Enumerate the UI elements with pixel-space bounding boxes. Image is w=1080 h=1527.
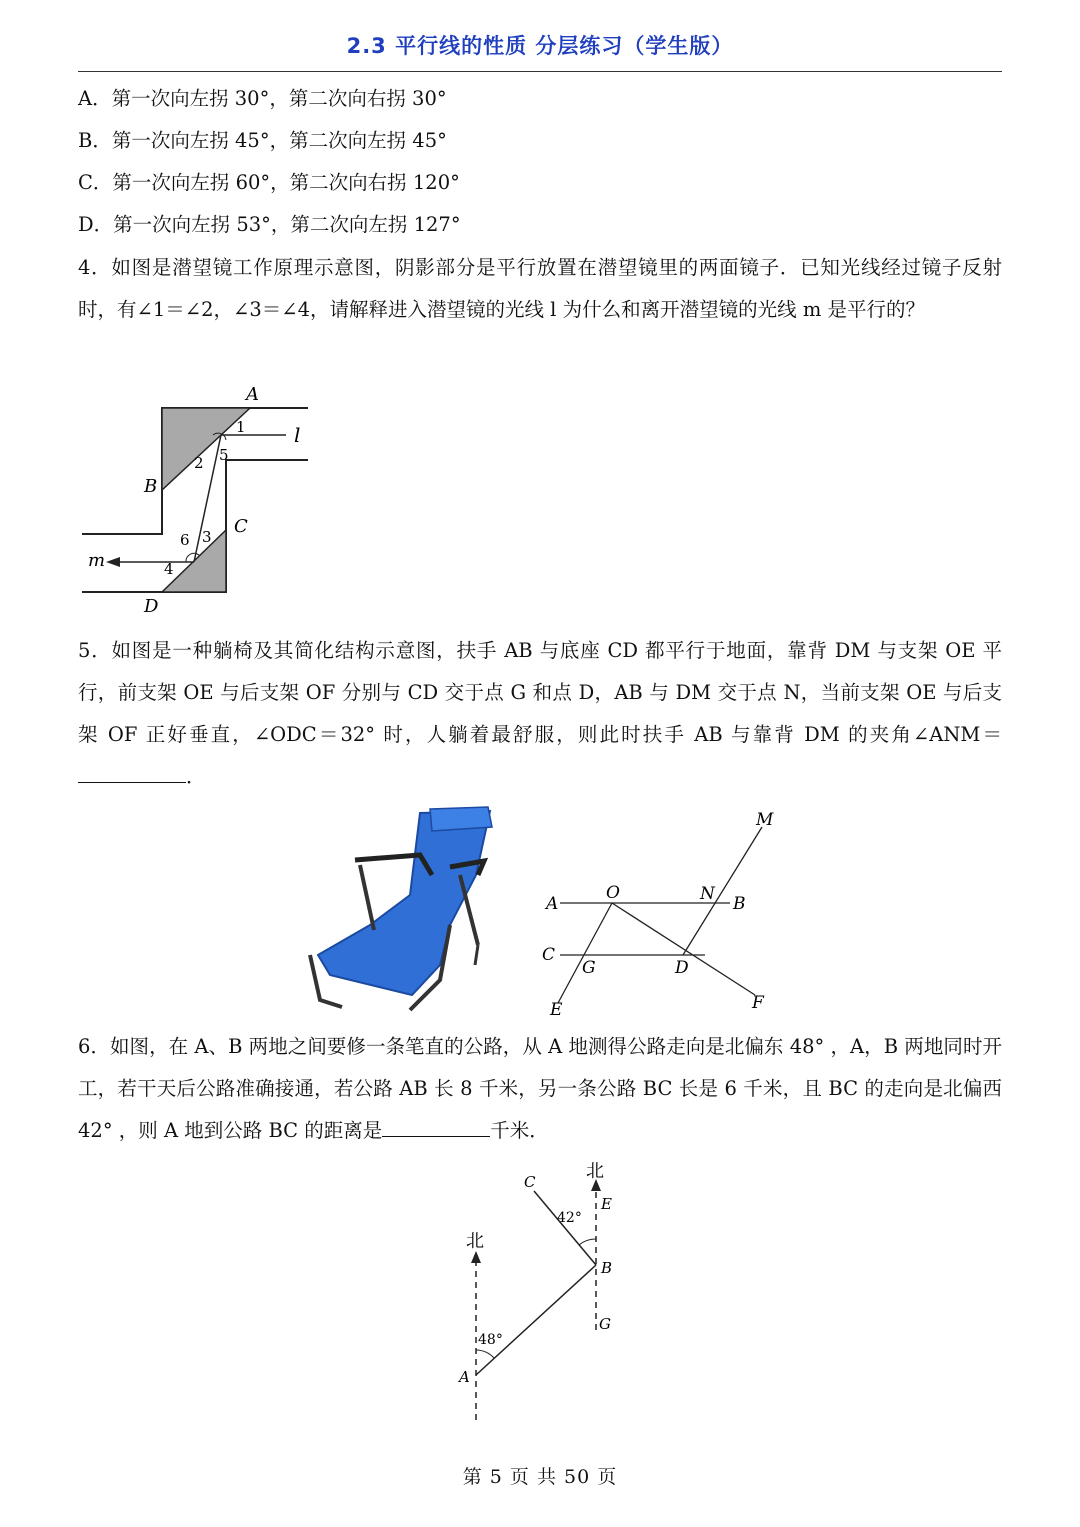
chair-frame-rear bbox=[475, 945, 478, 965]
option-d: D．第一次向左拐 53°，第二次向左拐 127° bbox=[78, 213, 461, 236]
page-header-title: 2.3 平行线的性质 分层练习（学生版） bbox=[346, 34, 734, 58]
angle-label-48: 48° bbox=[478, 1332, 503, 1348]
chair-fabric bbox=[318, 811, 490, 995]
question-6-body: 6．如图，在 A、B 两地之间要修一条笔直的公路，从 A 地测得公路走向是北偏东 48° ，A，B 两地同时开工，若干天后公路准确接通，若公路 AB 长 8 千米，另一条公路 BC 长是 6 千米，且 BC 的走向是北偏西 42° ，则 A 地到公路 BC 的距离是 bbox=[78, 1035, 1002, 1142]
line-OE bbox=[558, 903, 612, 1003]
label-E: E bbox=[601, 1195, 612, 1213]
angle-label-1: 1 bbox=[236, 418, 246, 436]
answer-blank-q6 bbox=[382, 1114, 490, 1137]
direction-diagram bbox=[440, 1155, 640, 1430]
page-footer: 第 5 页 共 50 页 bbox=[462, 1466, 618, 1488]
angle-label-5: 5 bbox=[219, 446, 229, 464]
label-O: O bbox=[606, 883, 620, 903]
question-4-text: 4．如图是潜望镜工作原理示意图，阴影部分是平行放置在潜望镜里的两面镜子．已知光线经过镜子反射时，有∠1＝∠2，∠3＝∠4，请解释进入潜望镜的光线 l 为什么和离开潜望镜的光线 m 是平行的？ bbox=[78, 256, 1002, 321]
angle-label-3: 3 bbox=[202, 528, 212, 546]
arrow-m-icon bbox=[106, 557, 120, 567]
chair-headrest bbox=[430, 807, 492, 831]
label-D: D bbox=[144, 596, 159, 617]
periscope-figure bbox=[76, 380, 326, 620]
label-C: C bbox=[542, 945, 556, 965]
label-A: A bbox=[459, 1368, 470, 1386]
line-OF bbox=[612, 903, 755, 995]
segment-AB bbox=[476, 1265, 596, 1375]
angle-label-4: 4 bbox=[164, 560, 174, 578]
segment-BC bbox=[534, 1191, 596, 1265]
question-5-tail: ． bbox=[186, 765, 206, 788]
label-l: l bbox=[294, 423, 301, 447]
recliner-photo bbox=[300, 805, 505, 1020]
option-b: B．第一次向左拐 45°，第二次向左拐 45° bbox=[78, 129, 447, 152]
angle-arc-48 bbox=[476, 1350, 494, 1358]
angle-arc-42 bbox=[579, 1239, 596, 1245]
label-north-B: 北 bbox=[586, 1161, 604, 1182]
question-6-text bbox=[78, 1026, 1002, 1152]
option-a: A．第一次向左拐 30°，第二次向右拐 30° bbox=[78, 87, 447, 110]
question-6-tail: 千米． bbox=[490, 1119, 549, 1142]
angle-label-42: 42° bbox=[557, 1210, 582, 1226]
label-F: F bbox=[752, 993, 764, 1013]
answer-blank-q5 bbox=[78, 760, 186, 783]
label-A: A bbox=[246, 384, 259, 405]
label-A: A bbox=[546, 894, 559, 914]
line-DM bbox=[683, 827, 762, 955]
north-arrow-A-icon bbox=[471, 1251, 481, 1263]
label-B: B bbox=[733, 894, 746, 914]
label-C: C bbox=[234, 516, 248, 537]
label-m: m bbox=[88, 550, 106, 571]
label-D: D bbox=[675, 958, 689, 978]
option-c: C．第一次向左拐 60°，第二次向右拐 120° bbox=[78, 171, 460, 194]
label-B: B bbox=[601, 1259, 613, 1277]
recliner-diagram bbox=[530, 805, 790, 1020]
angle-label-6: 6 bbox=[180, 531, 190, 549]
label-G: G bbox=[599, 1315, 611, 1333]
label-M: M bbox=[756, 810, 774, 830]
label-G: G bbox=[582, 958, 596, 978]
label-B: B bbox=[144, 476, 158, 497]
header-divider bbox=[78, 71, 1002, 72]
question-5-text bbox=[78, 630, 1002, 798]
angle-label-2: 2 bbox=[194, 454, 204, 472]
label-north-A: 北 bbox=[466, 1231, 484, 1252]
chair-frame-leg bbox=[360, 865, 374, 930]
label-N: N bbox=[700, 884, 715, 904]
label-E: E bbox=[550, 1000, 563, 1020]
label-C: C bbox=[524, 1173, 536, 1191]
question-5-body: 5．如图是一种躺椅及其简化结构示意图，扶手 AB 与底座 CD 都平行于地面，靠背 DM 与支架 OE 平行，前支架 OE 与后支架 OF 分别与 CD 交于点 G 和点 D，AB 与 DM 交于点 N，当前支架 OE 与后支架 OF 正好垂直，∠ODC＝32° 时，人躺着最舒服，则此时扶手 AB 与靠背 DM 的夹角∠ANM＝ bbox=[78, 639, 1002, 746]
